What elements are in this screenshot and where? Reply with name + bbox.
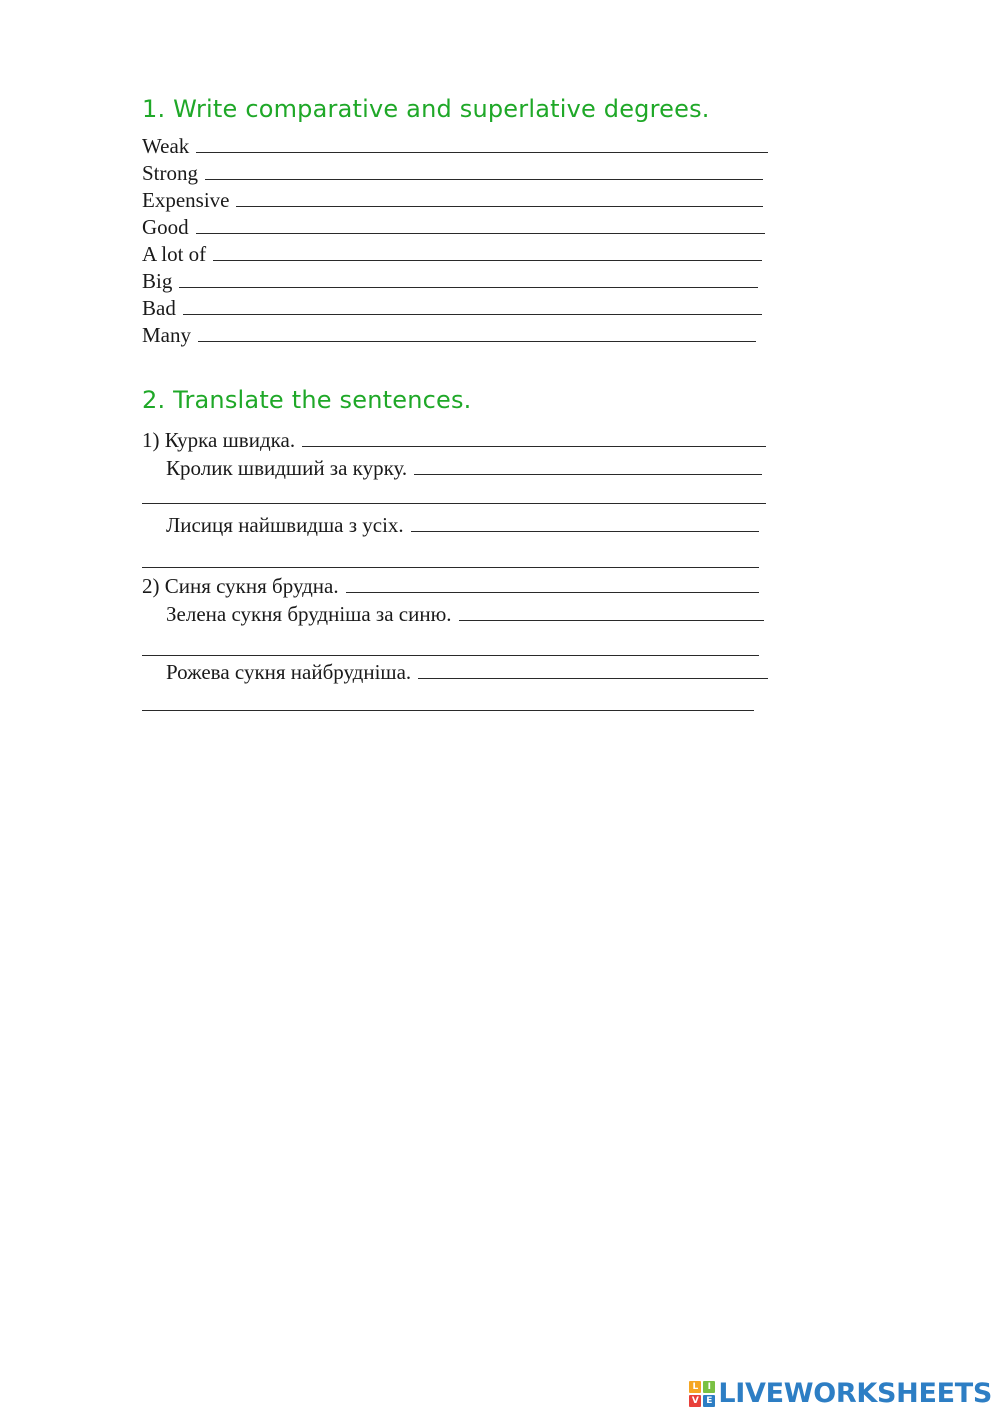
logo-letter: I	[703, 1381, 715, 1393]
sentence-text: Рожева сукня найбрудніша.	[166, 660, 412, 684]
sentence-text: 1) Курка швидка.	[142, 428, 296, 452]
sentence-text: Зелена сукня брудніша за синю.	[166, 602, 452, 626]
logo-letter: V	[689, 1395, 701, 1407]
answer-line[interactable]	[196, 135, 768, 153]
section-1-title: 1. Write comparative and superlative degrees.	[142, 95, 710, 123]
answer-line[interactable]	[142, 567, 759, 568]
word-label: Many	[142, 323, 191, 347]
sentence-row	[142, 455, 762, 481]
sentence-row	[142, 659, 768, 685]
sentence-text: Кролик швидший за курку.	[166, 456, 408, 480]
answer-line[interactable]	[142, 503, 766, 504]
answer-line[interactable]	[183, 297, 762, 315]
word-label: Good	[142, 215, 189, 239]
section-2-title: 2. Translate the sentences.	[142, 386, 472, 414]
answer-line[interactable]	[414, 457, 762, 475]
answer-line[interactable]	[198, 324, 756, 342]
sentence-row	[142, 573, 759, 599]
word-label: Expensive	[142, 188, 230, 212]
answer-line[interactable]	[142, 710, 754, 711]
sentence-row	[142, 601, 764, 627]
logo-letter: E	[703, 1395, 715, 1407]
sentence-text: Лисиця найшвидша з усіх.	[166, 513, 404, 537]
answer-line[interactable]	[418, 661, 768, 679]
answer-row-many	[142, 322, 756, 348]
answer-line[interactable]	[236, 189, 763, 207]
word-label: Weak	[142, 134, 190, 158]
answer-row-weak	[142, 133, 768, 159]
answer-row-expensive	[142, 187, 763, 213]
answer-line[interactable]	[459, 603, 764, 621]
answer-line[interactable]	[411, 514, 759, 532]
liveworksheets-logo	[689, 1378, 992, 1409]
answer-line[interactable]	[302, 429, 766, 447]
word-label: Big	[142, 269, 173, 293]
answer-line[interactable]	[142, 655, 759, 656]
sentence-text: 2) Синя сукня брудна.	[142, 574, 339, 598]
answer-row-big	[142, 268, 758, 294]
answer-row-bad	[142, 295, 762, 321]
word-label: A lot of	[142, 242, 207, 266]
answer-line[interactable]	[205, 162, 763, 180]
answer-line[interactable]	[179, 270, 758, 288]
answer-line[interactable]	[213, 243, 762, 261]
word-label: Bad	[142, 296, 176, 320]
answer-row-strong	[142, 160, 763, 186]
logo-mark-icon	[689, 1381, 715, 1407]
brand-name: LIVEWORKSHEETS	[718, 1378, 992, 1409]
answer-line[interactable]	[196, 216, 765, 234]
word-label: Strong	[142, 161, 199, 185]
answer-line[interactable]	[346, 575, 759, 593]
sentence-row	[142, 512, 759, 538]
logo-letter: L	[689, 1381, 701, 1393]
sentence-row	[142, 427, 766, 453]
answer-row-good	[142, 214, 765, 240]
answer-row-a-lot-of	[142, 241, 762, 267]
